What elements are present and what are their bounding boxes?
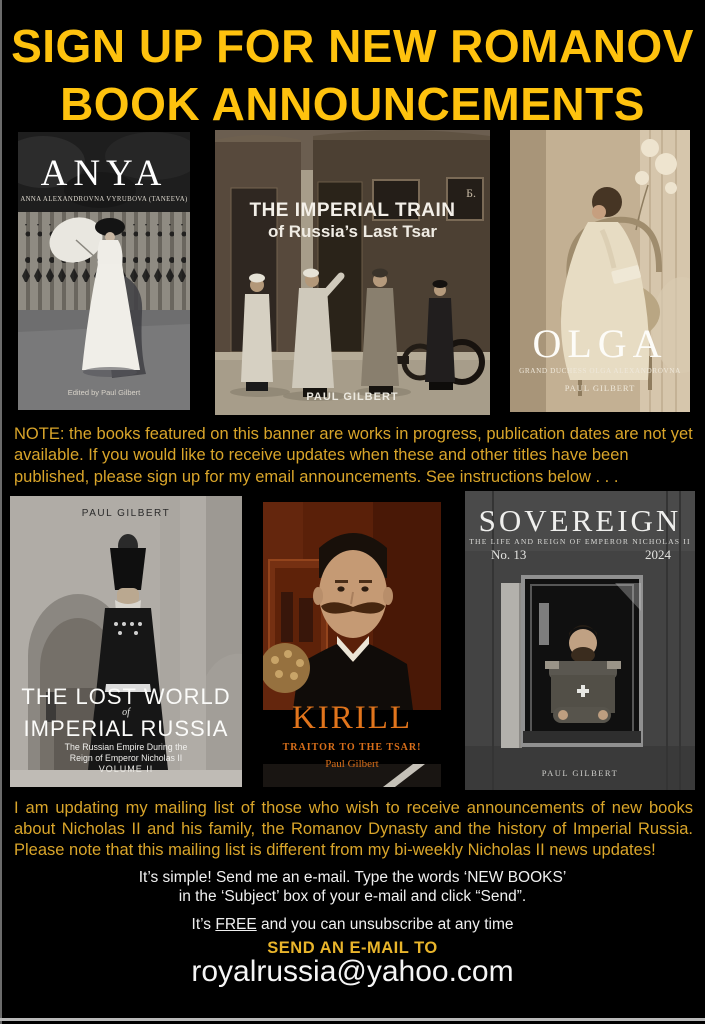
instructions-line2: in the ‘Subject’ box of your e-mail and click “Send”. bbox=[178, 887, 527, 905]
note-paragraph: NOTE: the books featured on this banner are works in progress, publication dates are not yet available. If you would like to receive updates when these and other titles have been published, please sign up for my email announcements. See instructions below . . . bbox=[14, 425, 693, 486]
imperial-train-carriage-letter: Б. bbox=[466, 186, 476, 200]
left-edge-line bbox=[0, 0, 2, 1024]
book-cover-olga bbox=[510, 130, 690, 412]
kirill-author: Paul Gilbert bbox=[325, 758, 379, 770]
sovereign-subtitle: THE LIFE AND REIGN OF EMPEROR NICHOLAS II bbox=[469, 537, 691, 546]
imperial-train-title-line1: THE IMPERIAL TRAIN bbox=[249, 200, 456, 221]
send-email-cta: SEND AN E-MAIL TO bbox=[267, 939, 438, 957]
olga-author: PAUL GILBERT bbox=[564, 383, 636, 393]
anya-credit: Edited by Paul Gilbert bbox=[67, 388, 141, 397]
lost-world-volume: VOLUME II bbox=[98, 764, 154, 774]
instructions-block bbox=[0, 869, 705, 935]
imperial-train-title-line2: of Russia’s Last Tsar bbox=[267, 222, 438, 241]
banner-headline-line2: BOOK ANNOUNCEMENTS bbox=[60, 77, 645, 130]
lost-world-title-line1: THE LOST WORLD bbox=[21, 684, 231, 709]
olga-subtitle: GRAND DUCHESS OLGA ALEXANDROVNA bbox=[519, 367, 681, 375]
kirill-subtitle: TRAITOR TO THE TSAR! bbox=[282, 742, 422, 753]
banner-headline-line1: SIGN UP FOR NEW ROMANOV bbox=[11, 20, 694, 72]
banner-headline bbox=[0, 18, 705, 134]
imperial-train-cover-photo bbox=[215, 130, 490, 415]
anya-subtitle: ANNA ALEXANDROVNA VYRUBOVA (TANEEVA) bbox=[20, 196, 188, 203]
imperial-train-author: PAUL GILBERT bbox=[306, 391, 399, 403]
book-cover-kirill bbox=[263, 502, 441, 787]
book-cover-anya bbox=[18, 132, 190, 410]
free-word: FREE bbox=[215, 915, 257, 933]
lost-world-subtitle-line1: The Russian Empire During the bbox=[64, 742, 188, 752]
free-line-prefix: It’s bbox=[191, 915, 212, 933]
lost-world-title-line2: IMPERIAL RUSSIA bbox=[23, 716, 229, 741]
instructions-line1: It’s simple! Send me an e-mail. Type the words ‘NEW BOOKS’ bbox=[138, 869, 567, 886]
contact-email-address[interactable]: royalrussia@yahoo.com bbox=[191, 955, 514, 988]
book-cover-sovereign bbox=[465, 491, 695, 790]
kirill-title: KIRILL bbox=[291, 700, 413, 736]
free-line-suffix: and you can unsubscribe at any time bbox=[261, 915, 514, 933]
bottom-edge-line bbox=[0, 1018, 705, 1021]
lost-world-author: PAUL GILBERT bbox=[81, 508, 171, 519]
sovereign-year: 2024 bbox=[645, 547, 671, 562]
book-cover-imperial-train bbox=[215, 130, 490, 415]
sovereign-issue-number: No. 13 bbox=[491, 547, 527, 562]
sovereign-author: PAUL GILBERT bbox=[541, 768, 619, 778]
lost-world-subtitle-line2: Reign of Emperor Nicholas II bbox=[69, 753, 183, 763]
anya-title: ANYA bbox=[40, 153, 168, 194]
lost-world-title-connector: of bbox=[122, 707, 130, 718]
book-cover-lost-world bbox=[10, 496, 242, 787]
mailing-list-paragraph: I am updating my mailing list of those who wish to receive announcements of new books about Nicholas II and his family, the Romanov Dynasty and the history of Imperial Russia. Please note that this mailing list is different from my bi-weekly Nicholas II news updates! bbox=[14, 799, 693, 860]
olga-title: OLGA bbox=[532, 321, 668, 366]
sovereign-title: SOVEREIGN bbox=[478, 503, 682, 538]
free-unsubscribe-line bbox=[0, 916, 705, 935]
